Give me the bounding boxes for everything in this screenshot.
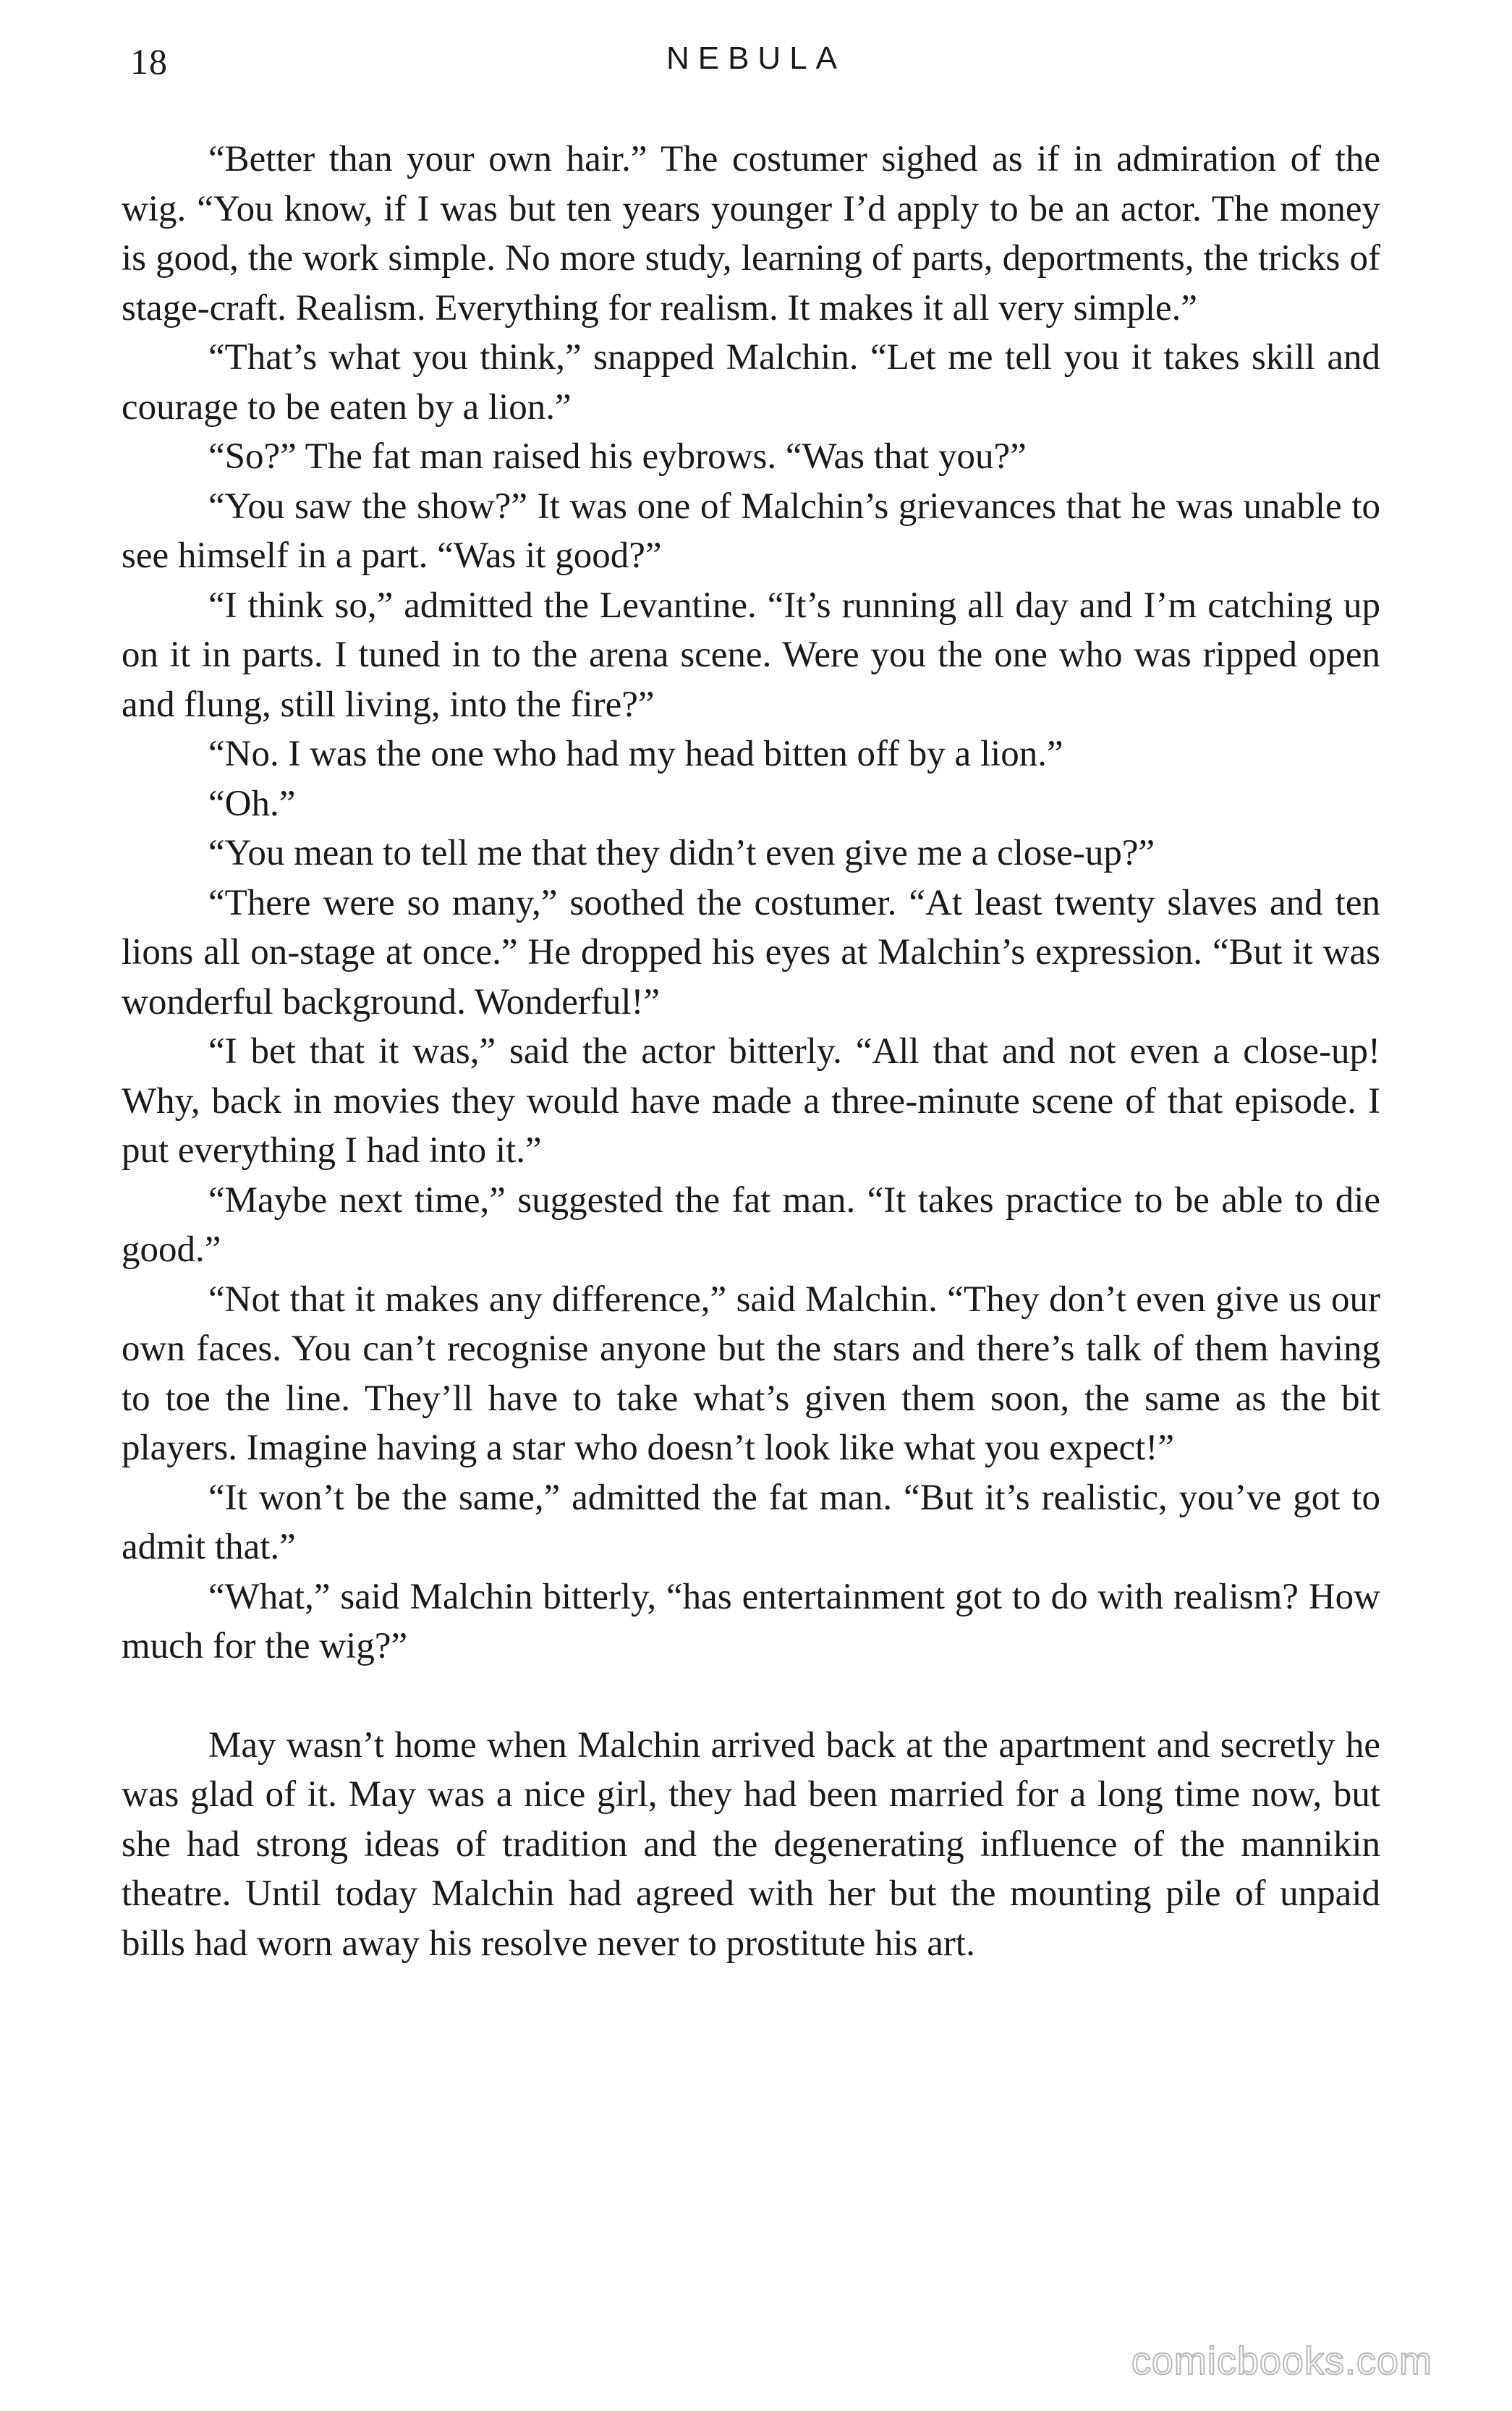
watermark: comicbooks.com [1131, 2339, 1432, 2383]
paragraph: “You mean to tell me that they didn’t even give me a close-up?” [208, 833, 1155, 873]
paragraph: “Not that it makes any difference,” said Malchin. “They don’t even give us our own faces. You can’t recognise anyone but the stars and there’s talk of them having to toe the line. They’ll have to take what’s given them soon, the same as the bit players. Imagine having a star who doesn’t look like what you expect!” [122, 1279, 1380, 1468]
running-title: NEBULA [666, 41, 846, 76]
paragraph: “I think so,” admitted the Levantine. “It’s running all day and I’m catching up on it in parts. I tuned in to the arena scene. Were you the one who was ripped open and flung, still living, into the fire?” [122, 585, 1380, 725]
paragraph: “You saw the show?” It was one of Malchin’s grievances that he was unable to see himself in a part. “Was it good?” [122, 486, 1380, 576]
paragraph: “I bet that it was,” said the actor bitterly. “All that and not even a close-up! Why, back in movies they would have made a three-minute scene of that episode. I put everything I had into it.” [122, 1031, 1380, 1171]
paragraph: “Better than your own hair.” The costumer sighed as if in admiration of the wig. “You know, if I was but ten years younger I’d apply to be an actor. The money is good, the work simple. No more study, learning of parts, deportments, the tricks of stage-craft. Realism. Everything for realism. It makes it all very simple.” [122, 139, 1380, 329]
paragraph: “So?” The fat man raised his eybrows. “Was that you?” [208, 436, 1027, 477]
body-text [122, 135, 1380, 1968]
paragraph: “It won’t be the same,” admitted the fat man. “But it’s realistic, you’ve got to admit that.” [122, 1477, 1380, 1567]
page-number: 18 [130, 41, 168, 82]
paragraph: “There were so many,” soothed the costumer. “At least twenty slaves and ten lions all on-stage at once.” He dropped his eyes at Malchin’s expression. “But it was wonderful background. Wonderful!” [122, 882, 1380, 1022]
paragraph: “Maybe next time,” suggested the fat man. “It takes practice to be able to die good.” [122, 1179, 1380, 1270]
paragraph: May wasn’t home when Malchin arrived back at the apartment and secretly he was glad of it. May was a nice girl, they had been married for a long time now, but she had strong ideas of tradition and the degenerating influence of the mannikin theatre. Until today Malchin had agreed with her but the mounting pile of unpaid bills had worn away his resolve never to prostitute his art. [122, 1724, 1380, 1964]
paragraph: “What,” said Malchin bitterly, “has entertainment got to do with realism? How much for the wig?” [122, 1576, 1380, 1666]
paragraph: “No. I was the one who had my head bitten off by a lion.” [208, 734, 1063, 774]
paragraph: “Oh.” [208, 783, 296, 824]
paragraph: “That’s what you think,” snapped Malchin. “Let me tell you it takes skill and courage to be eaten by a lion.” [122, 337, 1380, 428]
